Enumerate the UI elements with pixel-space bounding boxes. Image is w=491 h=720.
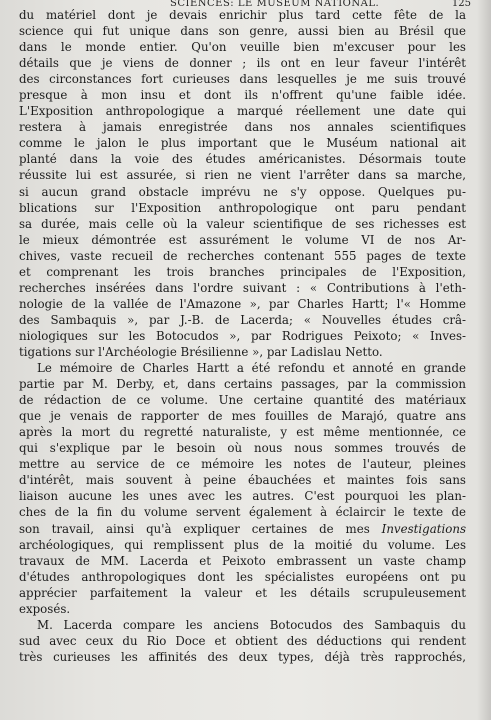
text-line: presque à mon insu et dont ils n'offrent qu'une faible idée. xyxy=(19,88,466,103)
text-line: le mieux démontrée est assurément le volume VI de nos Ar- xyxy=(19,232,466,247)
text-line: science qui fut unique dans son genre, aussi bien au Brésil que xyxy=(19,24,466,39)
text-line: réussite lui est assurée, si rien ne vient l'arrêter dans sa marche, xyxy=(19,168,466,183)
text-segment: son travail, ainsi qu'à expliquer certaines de mes xyxy=(19,521,382,536)
text-line: ches de la fin du volume servent également à éclaircir le texte de xyxy=(19,505,466,520)
text-line: partie par M. Derby, et, dans certains passages, par la commission xyxy=(19,377,466,392)
text-line: détails que je viens de donner ; ils ont en leur faveur l'intérêt xyxy=(19,56,466,71)
text-line: M. Lacerda compare les anciens Botocudos des Sambaquis du xyxy=(37,617,466,632)
italic-term: Investigations xyxy=(381,521,466,536)
text-line: comme le jalon le plus important que le Muséum national ait xyxy=(19,136,466,151)
page-edge-shadow xyxy=(477,0,491,720)
text-line: planté dans la voie des études américanistes. Désormais toute xyxy=(19,152,466,167)
text-line: et comprenant les trois branches principales de l'Exposition, xyxy=(19,264,466,279)
text-line: après la mort du regretté naturaliste, y est même mentionnée, ce xyxy=(19,425,466,440)
text-line: mettre au service de ce mémoire les notes de l'auteur, pleines xyxy=(19,457,466,472)
body-text xyxy=(19,7,466,665)
text-line: si aucun grand obstacle imprévu ne s'y oppose. Quelques pu- xyxy=(19,184,466,199)
text-line: recherches insérées dans l'ordre suivant : « Contributions à l'eth- xyxy=(19,280,466,295)
text-line: dans le monde entier. Qu'on veuille bien m'excuser pour les xyxy=(19,40,466,55)
text-line: nologie de la vallée de l'Amazone », par Charles Hartt; l'« Homme xyxy=(19,296,466,311)
text-line: d'intérêt, mais souvent à peine ébauchées et maintes fois sans xyxy=(19,473,466,488)
text-line: que je venais de rapporter de mes fouilles de Marajó, quatre ans xyxy=(19,409,466,424)
text-line: des Sambaquis », par J.-B. de Lacerda; « Nouvelles études crâ- xyxy=(19,312,466,327)
text-line: liaison aucune les unes avec les autres. C'est pourquoi les plan- xyxy=(19,489,466,504)
text-line: qui s'explique par le besoin où nous nous sommes trouvés de xyxy=(19,441,466,456)
page-number: 125 xyxy=(451,0,471,9)
text-line: sa durée, mais celle où la valeur scientifique de ses richesses est xyxy=(19,216,466,231)
text-line: tigations sur l'Archéologie Brésilienne », par Ladislau Netto. xyxy=(19,344,383,359)
text-line: de rédaction de ce volume. Une certaine quantité des matériaux xyxy=(19,393,466,408)
text-line: très curieuses les affinités des deux types, déjà très rapprochés, xyxy=(19,649,466,664)
text-line: d'études anthropologiques dont les spécialistes européens ont pu xyxy=(19,569,466,584)
running-head: SCIENCES: LE MUSEUM NATIONAL. xyxy=(170,0,380,9)
text-line: sud avec ceux du Rio Doce et obtient des déductions qui rendent xyxy=(19,633,466,648)
text-line: L'Exposition anthropologique a marqué réellement une date qui xyxy=(19,104,466,119)
text-line: apprécier parfaitement la valeur et les détails scrupuleusement xyxy=(19,585,466,600)
text-line: Le mémoire de Charles Hartt a été refondu et annoté en grande xyxy=(37,361,466,376)
text-line: restera à jamais enregistrée dans nos annales scientifiques xyxy=(19,120,466,135)
text-line: exposés. xyxy=(19,601,71,616)
text-line: chives, vaste recueil de recherches contenant 555 pages de texte xyxy=(19,248,466,263)
text-line: travaux de MM. Lacerda et Peixoto embrassent un vaste champ xyxy=(19,553,466,568)
text-line: niologiques sur les Botocudos », par Rodrigues Peixoto; « Inves- xyxy=(19,328,466,343)
text-line: archéologiques, qui remplissent plus de la moitié du volume. Les xyxy=(19,537,466,552)
text-line-with-italic xyxy=(19,521,466,537)
text-line: du matériel dont je devais enrichir plus tard cette fête de la xyxy=(19,8,466,22)
text-line: blications sur l'Exposition anthropologique ont paru pendant xyxy=(19,200,466,215)
text-line: des circonstances fort curieuses dans lesquelles je me suis trouvé xyxy=(19,72,466,87)
